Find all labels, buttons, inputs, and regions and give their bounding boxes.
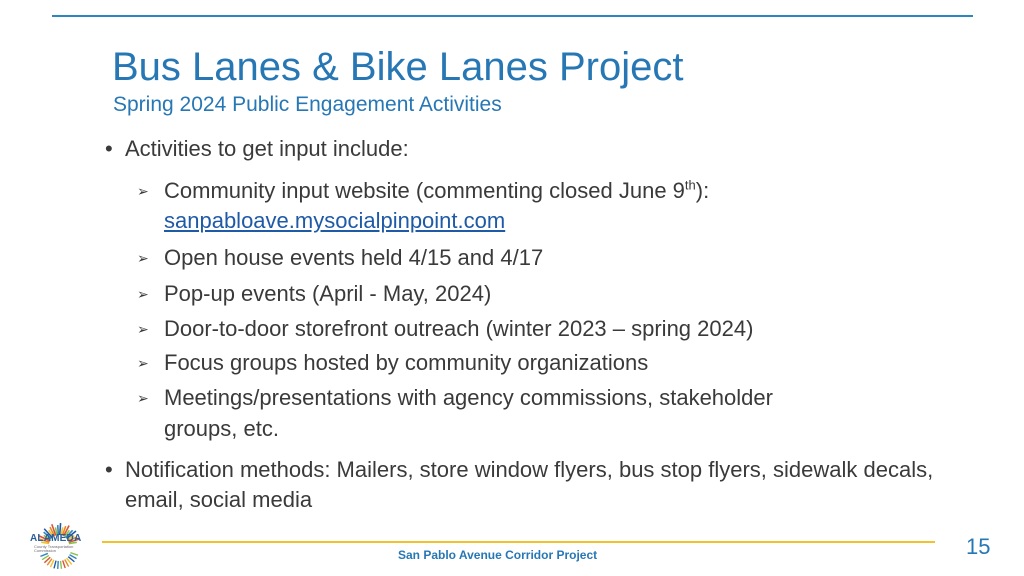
footer-project-name: San Pablo Avenue Corridor Project <box>398 548 598 562</box>
list-item-text: Meetings/presentations with agency commissions, stakeholder <box>164 385 773 410</box>
logo-name: ALAMEDA <box>30 533 82 544</box>
list-item-text: Pop-up events (April - May, 2024) <box>164 281 492 306</box>
website-link[interactable]: sanpabloave.mysocialpinpoint.com <box>164 208 506 233</box>
logo-ray <box>63 560 65 568</box>
top-divider <box>52 15 973 17</box>
logo-ray <box>40 553 47 556</box>
arrow-bullet-icon: ➢ <box>137 355 149 371</box>
bullet-text: Activities to get input include: <box>125 136 409 161</box>
logo-ray <box>54 561 56 569</box>
footer-divider <box>102 541 935 543</box>
logo-tagline: County Transportation Commission <box>34 544 74 553</box>
slide-subtitle: Spring 2024 Public Engagement Activities <box>113 93 502 116</box>
list-item-text: Door-to-door storefront outreach (winter 2023 – spring 2024) <box>164 316 754 341</box>
bullet-dot-icon: • <box>105 136 113 161</box>
arrow-bullet-icon: ➢ <box>137 286 149 302</box>
arrow-bullet-icon: ➢ <box>137 390 149 406</box>
bullet-dot-icon: • <box>105 457 113 482</box>
page-number: 15 <box>966 534 991 559</box>
arrow-bullet-icon: ➢ <box>137 183 149 199</box>
list-item-text: Focus groups hosted by community organizations <box>164 350 649 375</box>
logo-ray <box>70 553 78 555</box>
logo-ray <box>61 561 62 569</box>
logo-ray <box>58 561 59 569</box>
arrow-bullet-icon: ➢ <box>137 321 149 337</box>
list-item-text: groups, etc. <box>164 416 279 441</box>
bullet-text: Notification methods: Mailers, store window flyers, bus stop flyers, sidewalk decals, email, social media <box>125 457 934 512</box>
list-item-text: Open house events held 4/15 and 4/17 <box>164 245 544 270</box>
arrow-bullet-icon: ➢ <box>137 250 149 266</box>
slide-title: Bus Lanes & Bike Lanes Project <box>112 45 684 89</box>
list-item-text: Community input website (commenting closed June 9th): <box>164 177 710 203</box>
